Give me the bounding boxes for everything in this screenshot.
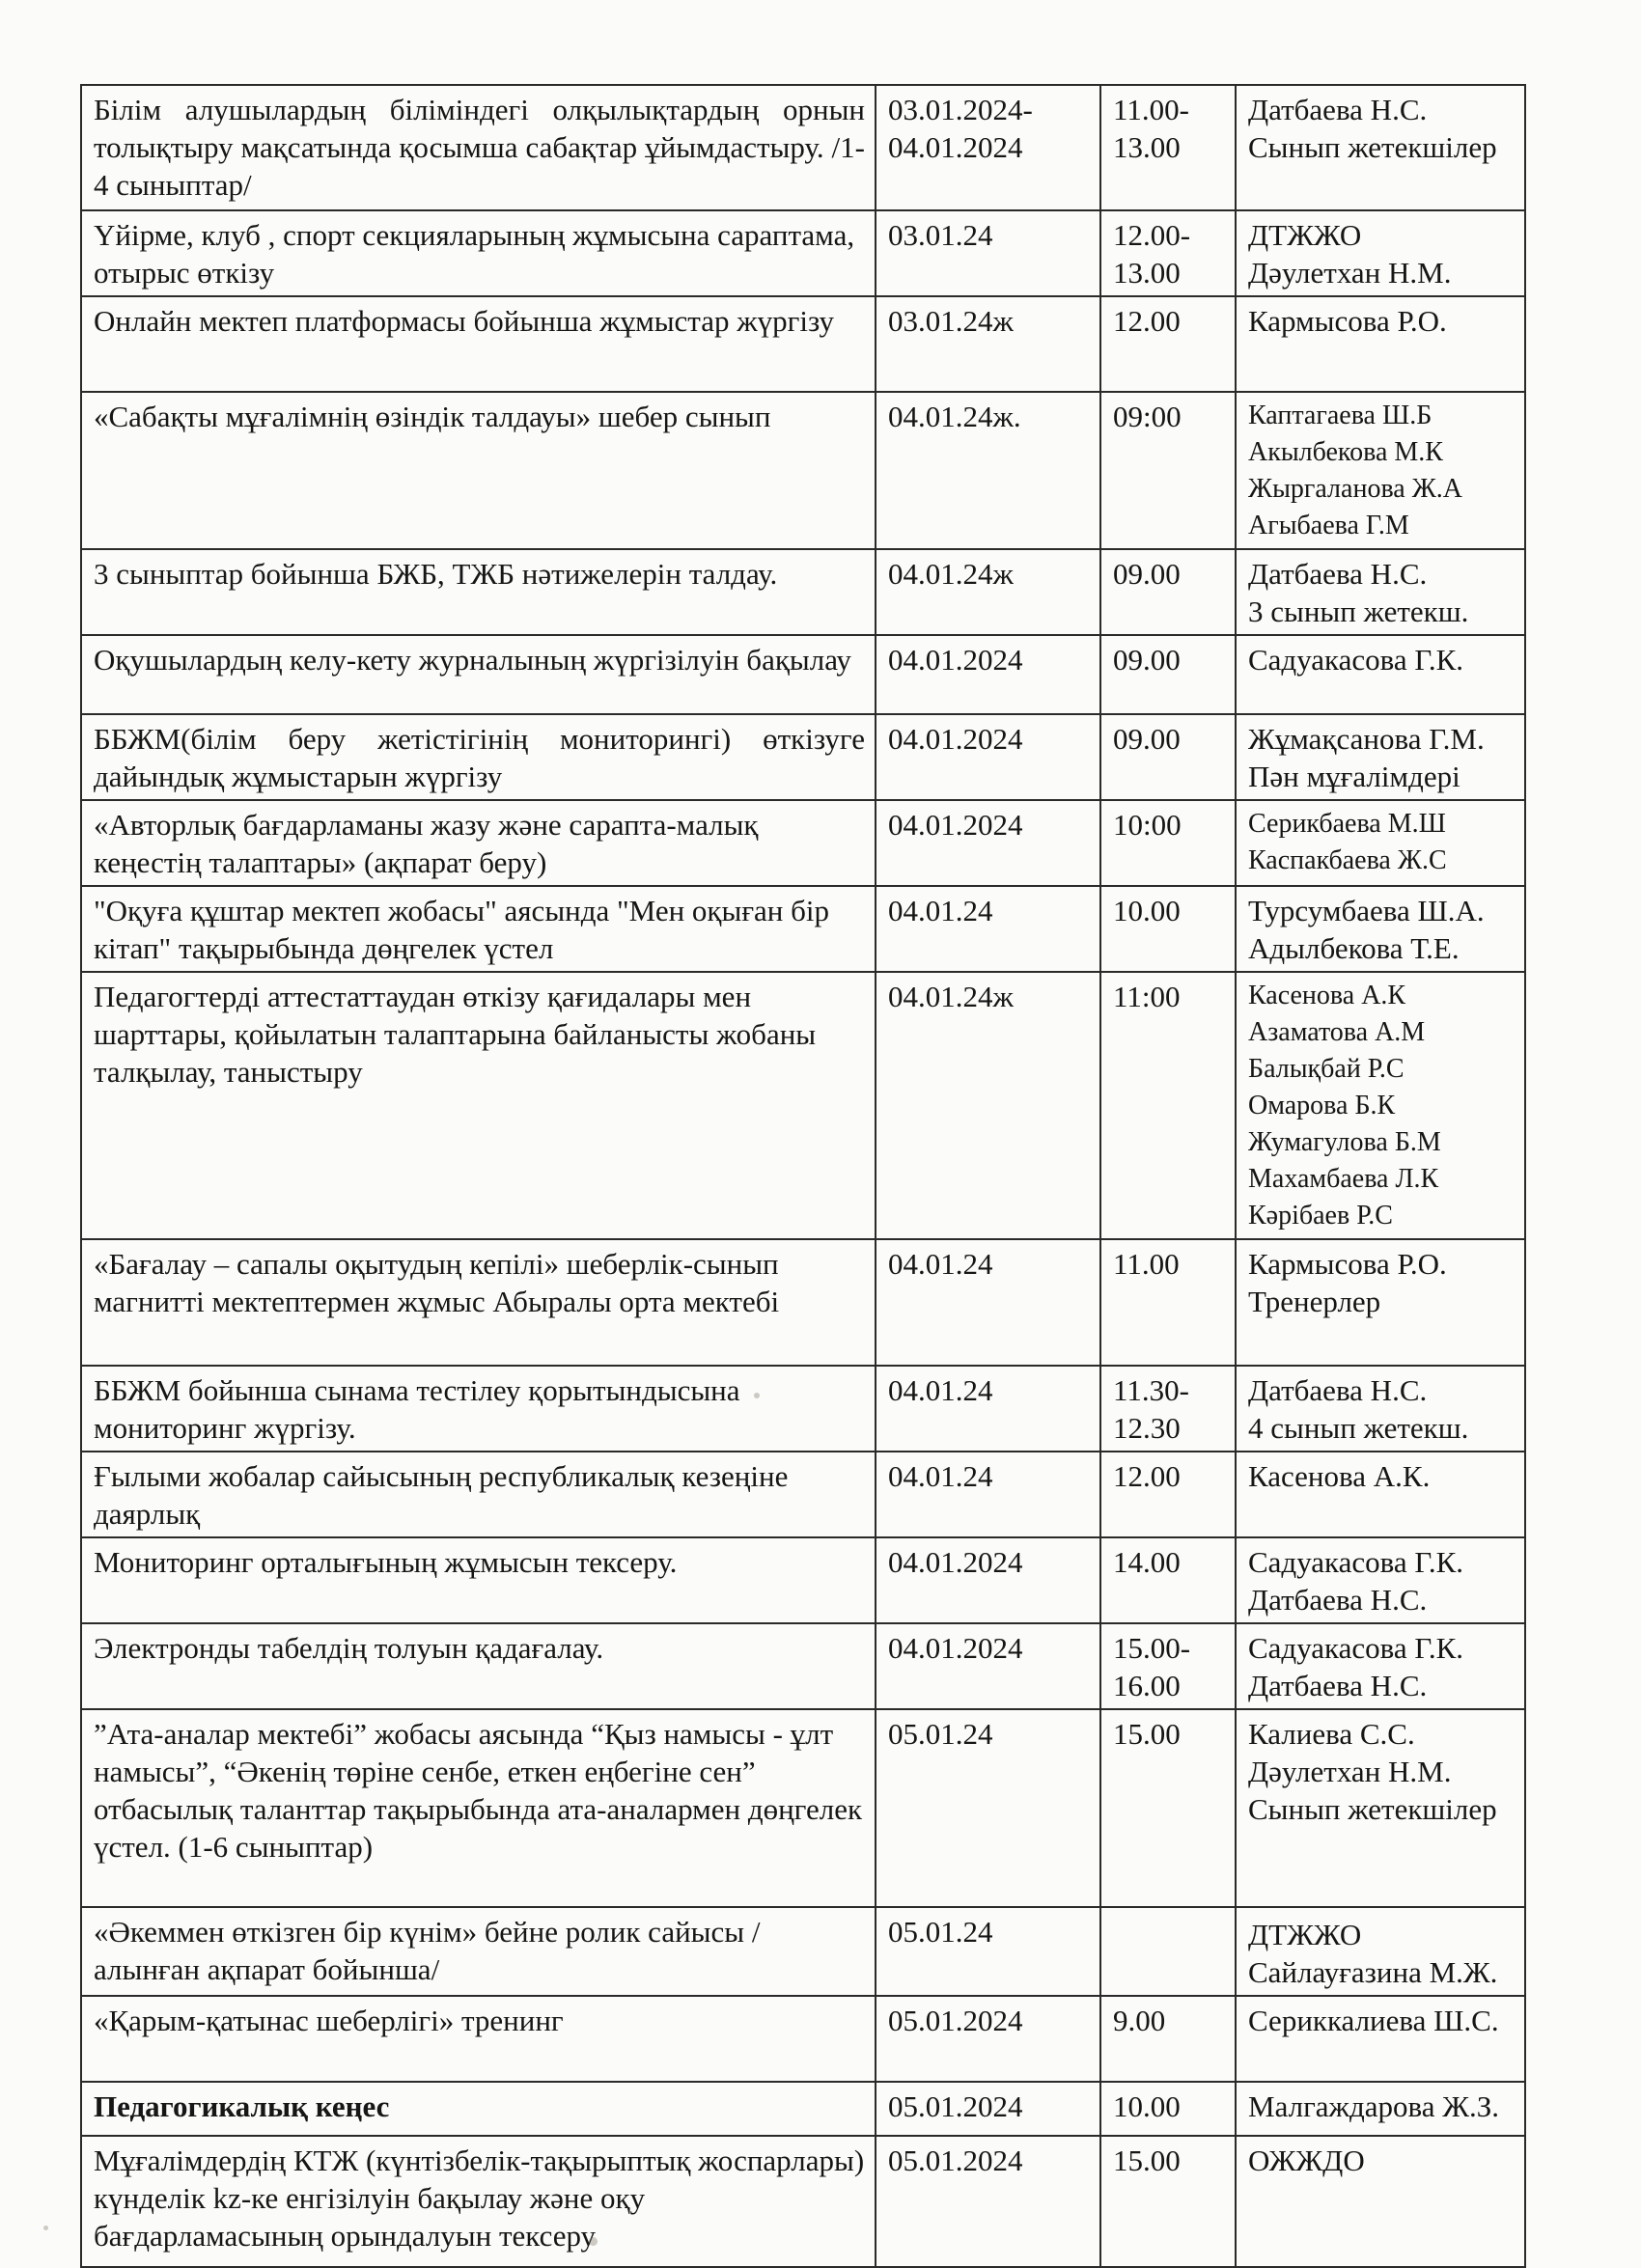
table-row — [81, 392, 1525, 549]
time-cell: 10.00 — [1100, 2082, 1236, 2136]
task-cell: Білім алушылардың біліміндегі олқылықтардың орнын толықтыру мақсатында қосымша сабақтар ұйымдастыру. /1-4 сыныптар/ — [81, 85, 876, 210]
time-cell: 12.00- 13.00 — [1100, 210, 1236, 296]
table-row — [81, 800, 1525, 886]
table-row — [81, 2136, 1525, 2267]
task-cell: «Сабақты мұғалімнің өзіндік талдауы» шебер сынып — [81, 392, 876, 549]
date-cell: 04.01.24ж — [876, 972, 1100, 1239]
responsible-cell: Кармысова Р.О. Тренерлер — [1236, 1239, 1525, 1366]
date-cell: 03.01.24ж — [876, 296, 1100, 392]
task-cell: Ғылыми жобалар сайысының республикалық кезеңіне даярлық — [81, 1452, 876, 1537]
responsible-cell: Датбаева Н.С. Сынып жетекшілер — [1236, 85, 1525, 210]
table-row — [81, 549, 1525, 635]
table-row — [81, 635, 1525, 714]
date-cell: 05.01.24 — [876, 1907, 1100, 1996]
responsible-cell: Кармысова Р.О. — [1236, 296, 1525, 392]
responsible-cell: Садуакасова Г.К. — [1236, 635, 1525, 714]
time-cell: 15.00 — [1100, 1709, 1236, 1907]
task-cell: Үйірме, клуб , спорт секцияларының жұмысына сараптама, отырыс өткізу — [81, 210, 876, 296]
date-cell: 03.01.24 — [876, 210, 1100, 296]
responsible-cell: Каптагаева Ш.Б Акылбекова М.К Жыргаланова Ж.А Агыбаева Г.М — [1236, 392, 1525, 549]
task-cell: 3 сыныптар бойынша БЖБ, ТЖБ нәтижелерін талдау. — [81, 549, 876, 635]
responsible-cell: Турсумбаева Ш.А. Адылбекова Т.Е. — [1236, 886, 1525, 972]
date-cell: 04.01.24 — [876, 1452, 1100, 1537]
table-row — [81, 886, 1525, 972]
time-cell: 10:00 — [1100, 800, 1236, 886]
time-cell: 11:00 — [1100, 972, 1236, 1239]
table-row — [81, 1537, 1525, 1623]
date-cell: 04.01.24 — [876, 1239, 1100, 1366]
date-cell: 03.01.2024- 04.01.2024 — [876, 85, 1100, 210]
task-cell: «Авторлық бағдарламаны жазу және сарапта-малық кеңестің талаптары» (ақпарат беру) — [81, 800, 876, 886]
date-cell: 04.01.2024 — [876, 800, 1100, 886]
responsible-cell: Малгаждарова Ж.З. — [1236, 2082, 1525, 2136]
task-cell: ”Ата-аналар мектебі” жобасы аясында “Қыз намысы - ұлт намысы”, “Әкенің төріне сенбе, еткен еңбегіне сен” отбасылық таланттар тақырыбында ата-аналармен дөңгелек үстел. (1-6 сыныптар) — [81, 1709, 876, 1907]
paper-speck — [589, 2237, 598, 2246]
table-row — [81, 1366, 1525, 1452]
table-row — [81, 1907, 1525, 1996]
table-row — [81, 296, 1525, 392]
task-cell: «Әкеммен өткізген бір күнім» бейне ролик сайысы /алынған ақпарат бойынша/ — [81, 1907, 876, 1996]
table-row — [81, 714, 1525, 800]
date-cell: 05.01.2024 — [876, 2082, 1100, 2136]
task-cell: "Оқуға құштар мектеп жобасы" аясында "Мен оқыған бір кітап" тақырыбында дөңгелек үстел — [81, 886, 876, 972]
responsible-cell: Жұмақсанова Г.М. Пән мұғалімдері — [1236, 714, 1525, 800]
table-row — [81, 1452, 1525, 1537]
time-cell: 11.30- 12.30 — [1100, 1366, 1236, 1452]
task-cell: Педагогикалық кеңес — [81, 2082, 876, 2136]
time-cell: 09.00 — [1100, 714, 1236, 800]
work-plan-table — [80, 84, 1526, 2268]
time-cell — [1100, 1907, 1236, 1996]
paper-speck — [754, 1393, 760, 1398]
time-cell: 9.00 — [1100, 1996, 1236, 2082]
task-cell: Оқушылардың келу-кету журналының жүргізілуін бақылау — [81, 635, 876, 714]
time-cell: 12.00 — [1100, 296, 1236, 392]
responsible-cell: ДТЖЖО Сайлауғазина М.Ж. — [1236, 1907, 1525, 1996]
task-cell: Мұғалімдердің КТЖ (күнтізбелік-тақырыптық жоспарлары) күнделік kz-ке енгізілуін бақылау және оқу бағдарламасының орындалуын тексеру — [81, 2136, 876, 2267]
responsible-cell: Касенова А.К Азаматова А.М Балықбай Р.С Омарова Б.К Жумагулова Б.М Махамбаева Л.К Кәрібаев Р.С — [1236, 972, 1525, 1239]
time-cell: 10.00 — [1100, 886, 1236, 972]
responsible-cell: Датбаева Н.С. 3 сынып жетекш. — [1236, 549, 1525, 635]
responsible-cell: Сериккалиева Ш.С. — [1236, 1996, 1525, 2082]
responsible-cell: Серикбаева М.Ш Каспакбаева Ж.С — [1236, 800, 1525, 886]
task-cell: «Бағалау – сапалы оқытудың кепілі» шеберлік-сынып магнитті мектептермен жұмыс Абыралы орта мектебі — [81, 1239, 876, 1366]
responsible-cell: ОЖЖДО — [1236, 2136, 1525, 2267]
responsible-cell: Калиева С.С. Дәулетхан Н.М. Сынып жетекшілер — [1236, 1709, 1525, 1907]
table-row — [81, 1239, 1525, 1366]
date-cell: 04.01.24ж — [876, 549, 1100, 635]
time-cell: 12.00 — [1100, 1452, 1236, 1537]
task-cell: ББЖМ(білім беру жетістігінің мониторингі) өткізуге дайындық жұмыстарын жүргізу — [81, 714, 876, 800]
time-cell: 15.00 — [1100, 2136, 1236, 2267]
time-cell: 11.00 — [1100, 1239, 1236, 1366]
time-cell: 11.00- 13.00 — [1100, 85, 1236, 210]
time-cell: 09:00 — [1100, 392, 1236, 549]
time-cell: 14.00 — [1100, 1537, 1236, 1623]
date-cell: 05.01.2024 — [876, 2136, 1100, 2267]
task-cell: Электронды табелдің толуын қадағалау. — [81, 1623, 876, 1709]
date-cell: 04.01.2024 — [876, 635, 1100, 714]
task-cell: Педагогтерді аттестаттаудан өткізу қағидалары мен шарттары, қойылатын талаптарына байланысты жобаны талқылау, таныстыру — [81, 972, 876, 1239]
responsible-cell: Садуакасова Г.К. Датбаева Н.С. — [1236, 1623, 1525, 1709]
table-row — [81, 1709, 1525, 1907]
date-cell: 04.01.24 — [876, 1366, 1100, 1452]
responsible-cell: ДТЖЖО Дәулетхан Н.М. — [1236, 210, 1525, 296]
date-cell: 04.01.24ж. — [876, 392, 1100, 549]
table-row — [81, 1996, 1525, 2082]
date-cell: 05.01.2024 — [876, 1996, 1100, 2082]
date-cell: 04.01.2024 — [876, 1537, 1100, 1623]
table-row — [81, 85, 1525, 210]
date-cell: 04.01.2024 — [876, 714, 1100, 800]
table-row — [81, 2082, 1525, 2136]
table-row — [81, 210, 1525, 296]
task-cell: ББЖМ бойынша сынама тестілеу қорытындысына мониторинг жүргізу. — [81, 1366, 876, 1452]
date-cell: 04.01.2024 — [876, 1623, 1100, 1709]
time-cell: 15.00- 16.00 — [1100, 1623, 1236, 1709]
responsible-cell: Касенова А.К. — [1236, 1452, 1525, 1537]
date-cell: 05.01.24 — [876, 1709, 1100, 1907]
table-row — [81, 972, 1525, 1239]
responsible-cell: Садуакасова Г.К. Датбаева Н.С. — [1236, 1537, 1525, 1623]
time-cell: 09.00 — [1100, 635, 1236, 714]
responsible-cell: Датбаева Н.С. 4 сынып жетекш. — [1236, 1366, 1525, 1452]
paper-speck — [43, 2226, 48, 2230]
task-cell: Онлайн мектеп платформасы бойынша жұмыстар жүргізу — [81, 296, 876, 392]
task-cell: «Қарым-қатынас шеберлігі» тренинг — [81, 1996, 876, 2082]
time-cell: 09.00 — [1100, 549, 1236, 635]
table-row — [81, 1623, 1525, 1709]
task-cell: Мониторинг орталығының жұмысын тексеру. — [81, 1537, 876, 1623]
date-cell: 04.01.24 — [876, 886, 1100, 972]
